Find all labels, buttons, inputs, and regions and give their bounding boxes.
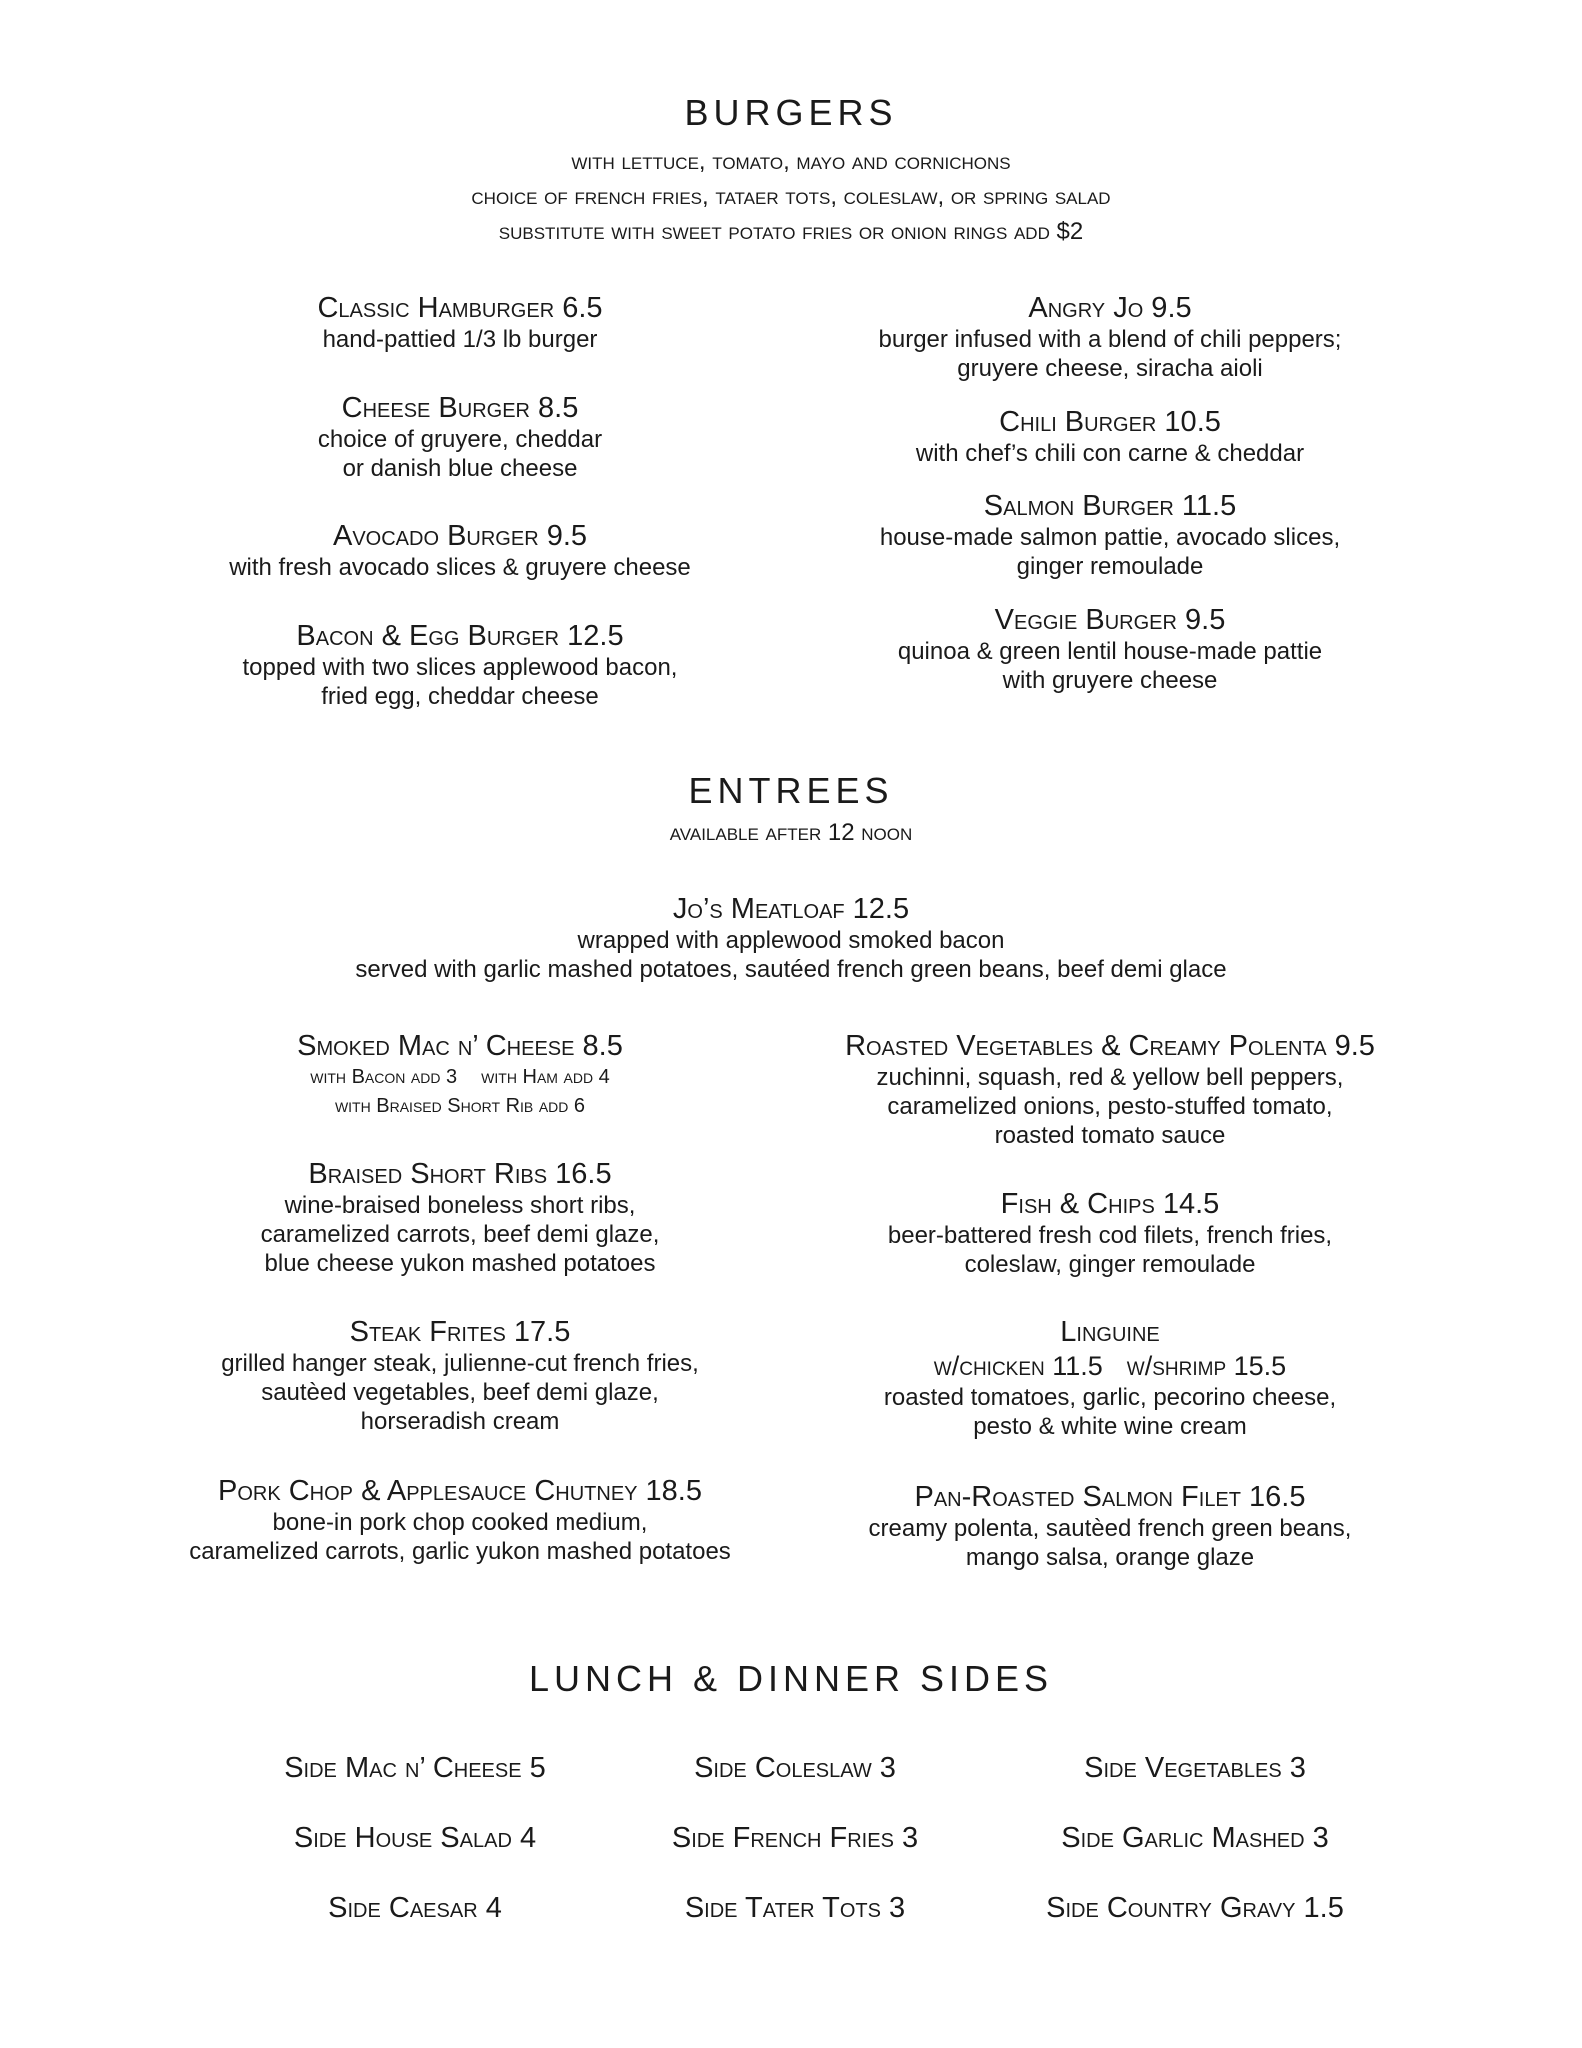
sides-title: LUNCH & DINNER SIDES	[528, 1658, 1054, 1699]
burgers-note-2: choice of french fries, tataer tots, coleslaw, or spring salad	[471, 183, 1111, 210]
item-desc: roasted tomato sauce	[994, 1122, 1226, 1149]
entrees-title: ENTREES	[688, 770, 894, 811]
item-desc: bone-in pork chop cooked medium,	[272, 1509, 648, 1536]
menu-item-steak-frites	[150, 1316, 770, 1436]
item-desc: fried egg, cheddar cheese	[321, 683, 599, 710]
menu-item-salmon-burger	[800, 490, 1420, 581]
item-desc: coleslaw, ginger remoulade	[964, 1251, 1256, 1278]
item-desc: roasted tomatoes, garlic, pecorino cheese,	[883, 1384, 1337, 1411]
addon-bacon: with Bacon add 3	[310, 1066, 458, 1088]
item-desc: with chef’s chili con carne & cheddar	[915, 440, 1305, 467]
side-item: Side Country Gravy 1.5	[1046, 1892, 1344, 1924]
item-name: Cheese Burger 8.5	[341, 392, 579, 424]
item-desc: or danish blue cheese	[342, 455, 578, 482]
item-desc: choice of gruyere, cheddar	[317, 426, 603, 453]
menu-item-pork-chop	[150, 1475, 770, 1566]
item-desc: gruyere cheese, siracha aioli	[957, 355, 1263, 382]
burgers-note-3: substitute with sweet potato fries or onion rings add $2	[498, 218, 1084, 245]
item-desc: with fresh avocado slices & gruyere cheese	[229, 554, 691, 581]
item-desc: beer-battered fresh cod filets, french fries,	[887, 1222, 1333, 1249]
item-options	[800, 1349, 1420, 1383]
item-name: Avocado Burger 9.5	[332, 520, 588, 552]
addon-short-rib: with Braised Short Rib add 6	[334, 1095, 586, 1117]
item-name: Salmon Burger 11.5	[983, 490, 1237, 522]
item-name: Pork Chop & Applesauce Chutney 18.5	[218, 1475, 702, 1507]
item-desc: wrapped with applewood smoked bacon	[577, 927, 1005, 954]
item-desc: pesto & white wine cream	[973, 1413, 1247, 1440]
item-name: Linguine	[1060, 1316, 1160, 1348]
item-desc: caramelized onions, pesto-stuffed tomato,	[887, 1093, 1333, 1120]
menu-item-meatloaf	[0, 893, 1582, 984]
item-name: Jo’s Meatloaf 12.5	[672, 893, 910, 925]
item-name: Roasted Vegetables & Creamy Polenta 9.5	[845, 1030, 1375, 1062]
item-name: Braised Short Ribs 16.5	[308, 1158, 612, 1190]
menu-item-braised-short-ribs	[150, 1158, 770, 1278]
item-desc: zuchinni, squash, red & yellow bell peppers,	[876, 1064, 1344, 1091]
side-item: Side House Salad 4	[293, 1822, 537, 1854]
item-desc: caramelized carrots, garlic yukon mashed potatoes	[189, 1538, 731, 1565]
menu-item-fish-chips	[800, 1188, 1420, 1279]
item-name: Angry Jo 9.5	[1028, 292, 1192, 324]
item-name: Bacon & Egg Burger 12.5	[296, 620, 624, 652]
item-name: Fish & Chips 14.5	[1000, 1188, 1220, 1220]
item-desc: wine-braised boneless short ribs,	[284, 1192, 636, 1219]
item-desc: served with garlic mashed potatoes, sautéed french green beans, beef demi glace	[355, 956, 1227, 983]
menu-item-avocado-burger	[150, 520, 770, 582]
side-item: Side Mac n’ Cheese 5	[284, 1752, 546, 1784]
item-desc: sautèed vegetables, beef demi glaze,	[261, 1379, 659, 1406]
entrees-note: available after 12 noon	[669, 819, 913, 846]
item-desc: creamy polenta, sautèed french green beans,	[868, 1515, 1352, 1542]
item-desc: hand-pattied 1/3 lb burger	[322, 326, 598, 353]
burgers-note-1: with lettuce, tomato, mayo and cornichons	[571, 148, 1011, 175]
side-item: Side Tater Tots 3	[684, 1892, 906, 1924]
item-desc: with gruyere cheese	[1002, 667, 1218, 694]
item-desc: mango salsa, orange glaze	[965, 1544, 1255, 1571]
side-item: Side Coleslaw 3	[694, 1752, 896, 1784]
menu-item-angry-jo	[800, 292, 1420, 383]
item-desc: quinoa & green lentil house-made pattie	[897, 638, 1323, 665]
item-name: Chili Burger 10.5	[999, 406, 1221, 438]
item-desc: grilled hanger steak, julienne-cut french fries,	[221, 1350, 699, 1377]
menu-item-bacon-egg-burger	[150, 620, 770, 711]
item-name: Veggie Burger 9.5	[994, 604, 1226, 636]
menu-item-linguine	[800, 1316, 1420, 1441]
item-desc: house-made salmon pattie, avocado slices,	[879, 524, 1341, 551]
menu-item-chili-burger	[800, 406, 1420, 468]
side-item: Side Caesar 4	[328, 1892, 502, 1924]
item-desc: burger infused with a blend of chili peppers;	[878, 326, 1342, 353]
item-name: Steak Frites 17.5	[349, 1316, 571, 1348]
side-item: Side Garlic Mashed 3	[1061, 1822, 1329, 1854]
menu-item-smoked-mac	[150, 1030, 770, 1121]
item-desc: topped with two slices applewood bacon,	[242, 654, 678, 681]
side-item: Side Vegetables 3	[1084, 1752, 1306, 1784]
side-item: Side French Fries 3	[671, 1822, 919, 1854]
item-desc: caramelized carrots, beef demi glaze,	[260, 1221, 660, 1248]
item-addons	[150, 1063, 770, 1092]
menu-item-roasted-vegetables	[800, 1030, 1420, 1150]
menu-item-classic-hamburger	[150, 292, 770, 354]
addon-ham: with Ham add 4	[481, 1066, 610, 1088]
item-name: Classic Hamburger 6.5	[317, 292, 603, 324]
item-desc: ginger remoulade	[1016, 553, 1204, 580]
option-shrimp: w/shrimp 15.5	[1126, 1351, 1287, 1381]
option-chicken: w/chicken 11.5	[933, 1351, 1103, 1381]
item-desc: blue cheese yukon mashed potatoes	[264, 1250, 656, 1277]
item-name: Smoked Mac n’ Cheese 8.5	[297, 1030, 623, 1062]
menu-item-salmon-filet	[800, 1481, 1420, 1572]
item-name: Pan-Roasted Salmon Filet 16.5	[914, 1481, 1306, 1513]
item-desc: horseradish cream	[360, 1408, 560, 1435]
menu-item-veggie-burger	[800, 604, 1420, 695]
menu-item-cheese-burger	[150, 392, 770, 483]
burgers-title: BURGERS	[684, 92, 898, 133]
